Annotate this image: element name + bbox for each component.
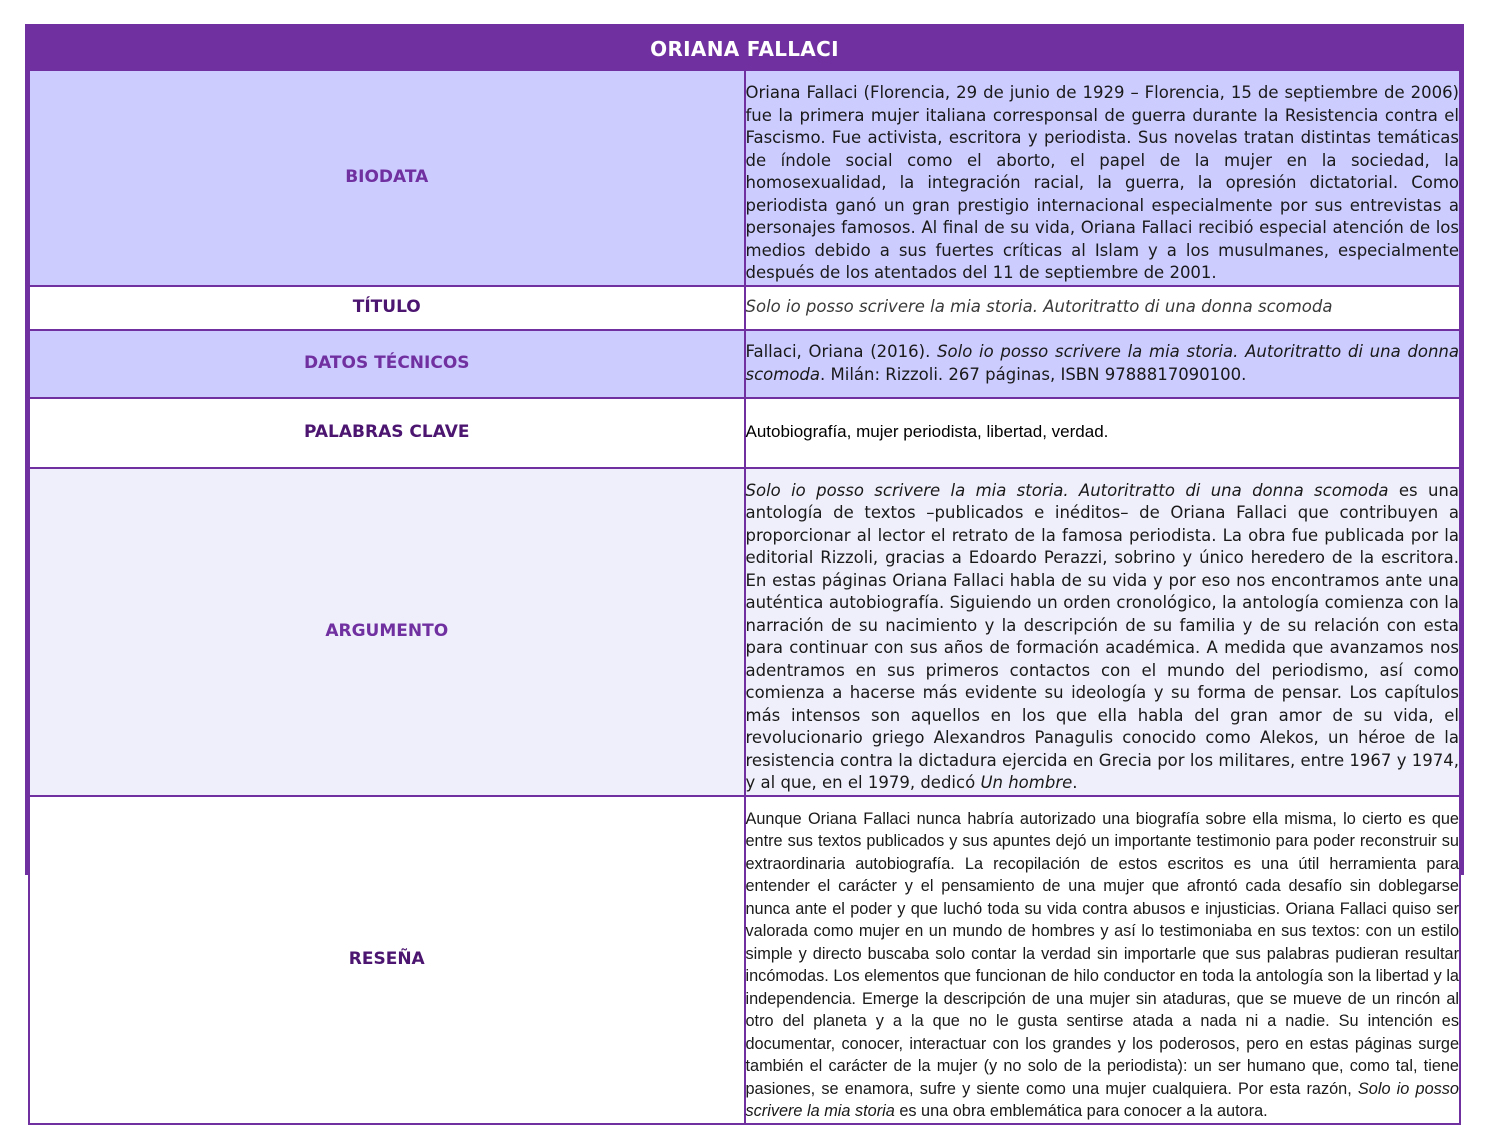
titulo-label: TÍTULO	[29, 286, 745, 330]
datos-publisher-info: . Milán: Rizzoli. 267 páginas, ISBN 9788817090100.	[820, 364, 1247, 384]
resena-row	[29, 796, 1460, 1124]
datos-cell	[745, 330, 1461, 398]
datos-row	[29, 330, 1460, 398]
palabras-cell	[745, 398, 1461, 468]
biodata-row	[29, 70, 1460, 286]
datos-label: DATOS TÉCNICOS	[29, 330, 745, 398]
argumento-text-end: .	[1072, 773, 1078, 792]
titulo-text: Solo io posso scrivere la mia storia. Autoritratto di una donna scomoda	[745, 297, 1333, 317]
argumento-cell	[745, 468, 1461, 796]
argumento-text: es una antología de textos –publicados e inéditos– de Oriana Fallaci que contribuyen a proporcionar al lector el retrato de la famosa periodista. La obra fue publicada por la editorial Rizzoli, gracias a Edoardo Perazzi, sobrino y único heredero de la escritora. En estas páginas Oriana Fallaci habla de su vida y por eso nos encontramos ante una auténtica autobiografía. Siguiendo un orden cronológico, la antología comienza con la narración de su nacimiento y la descripción de su familia y de su relación con esta para continuar con sus años de formación académica. A medida que avanzamos nos adentramos en sus primeros contactos con el mundo del periodismo, así como comienza a hacerse más evidente su ideología y su forma de pensar. Los capítulos más intensos son aquellos en los que ella habla del gran amor de su vida, el revolucionario griego Alexandros Panagulis conocido como Alekos, un héroe de la resistencia contra la dictadura ejercida en Grecia por los militares, entre 1967 y 1974, y al que, en el 1979, dedicó	[745, 480, 1460, 792]
titulo-row	[29, 286, 1460, 330]
resena-label: RESEÑA	[29, 796, 745, 1124]
palabras-row	[29, 398, 1460, 468]
datos-author-year: Fallaci, Oriana (2016).	[745, 342, 938, 361]
biodata-text: Oriana Fallaci (Florencia, 29 de junio de 1929 – Florencia, 15 de septiembre de 2006) fue la primera mujer italiana corresponsal de guerra durante la Resistencia contra el Fascismo. Fue activista, escritora y periodista. Sus novelas tratan distintas temáticas de índole social como el aborto, el papel de la mujer en la sociedad, la homosexualidad, la integración racial, la guerra, la opresión dictatorial. Como periodista ganó un gran prestigio internacional especialmente por sus entrevistas a personajes famosos. Al final de su vida, Oriana Fallaci recibió especial atención de los medios debido a sus fuertes críticas al Islam y a los musulmanes, especialmente después de los atentados del 11 de septiembre de 2001.	[745, 70, 1461, 286]
argumento-row	[29, 468, 1460, 796]
argumento-label: ARGUMENTO	[29, 468, 745, 796]
palabras-text: Autobiografía, mujer periodista, libertad, verdad.	[745, 422, 1109, 442]
argumento-book-title: Solo io posso scrivere la mia storia. Autoritratto di una donna scomoda	[745, 480, 1389, 500]
fact-table	[28, 27, 1461, 1125]
resena-cell	[745, 796, 1461, 1124]
resena-text: Aunque Oriana Fallaci nunca habría autorizado una biografía sobre ella misma, lo cierto es que entre sus textos publicados y sus apuntes dejó un importante testimonio para poder reconstruir su extraordinaria autobiografía. La recopilación de estos escritos es una útil herramienta para entender el carácter y el pensamiento de una mujer que afrontó cada desafío sin doblegarse nunca ante el poder y que luchó toda su vida contra abusos e injusticias. Oriana Fallaci quiso ser valorada como mujer en un mundo de hombres y así lo testimoniaba en sus textos: con un estilo simple y directo buscaba solo contar la verdad sin importarle que sus palabras pudieran resultar incómodas. Los elementos que funcionan de hilo conductor en toda la antología son la libertad y la independencia. Emerge la descripción de una mujer sin ataduras, que se mueve de un rincón al otro del planeta y a la que no le gusta sentirse atada a nada ni a nadie. Su intención es documentar, conocer, interactuar con los grandes y los poderosos, pero en estas páginas surge también el carácter de la mujer (y no solo de la periodista): un ser humano que, como tal, tiene pasiones, se enamora, sufre y siente como una mujer cualquiera. Por esta razón,	[745, 809, 1459, 1098]
datos-book-title: Solo io posso scrivere la mia storia. Autoritratto di una donna scomoda	[745, 342, 1459, 384]
palabras-label: PALABRAS CLAVE	[29, 398, 745, 468]
title-row	[29, 28, 1460, 70]
biodata-label: BIODATA	[29, 70, 745, 286]
argumento-work-title: Un hombre	[980, 773, 1073, 792]
page-title: ORIANA FALLACI	[29, 28, 1460, 70]
resena-book-title: Solo io posso scrivere la mia storia	[745, 1079, 1459, 1120]
titulo-cell	[745, 286, 1461, 330]
fact-sheet	[25, 24, 1464, 1120]
resena-text-end: es una obra emblemática para conocer a la autora.	[894, 1102, 1268, 1120]
